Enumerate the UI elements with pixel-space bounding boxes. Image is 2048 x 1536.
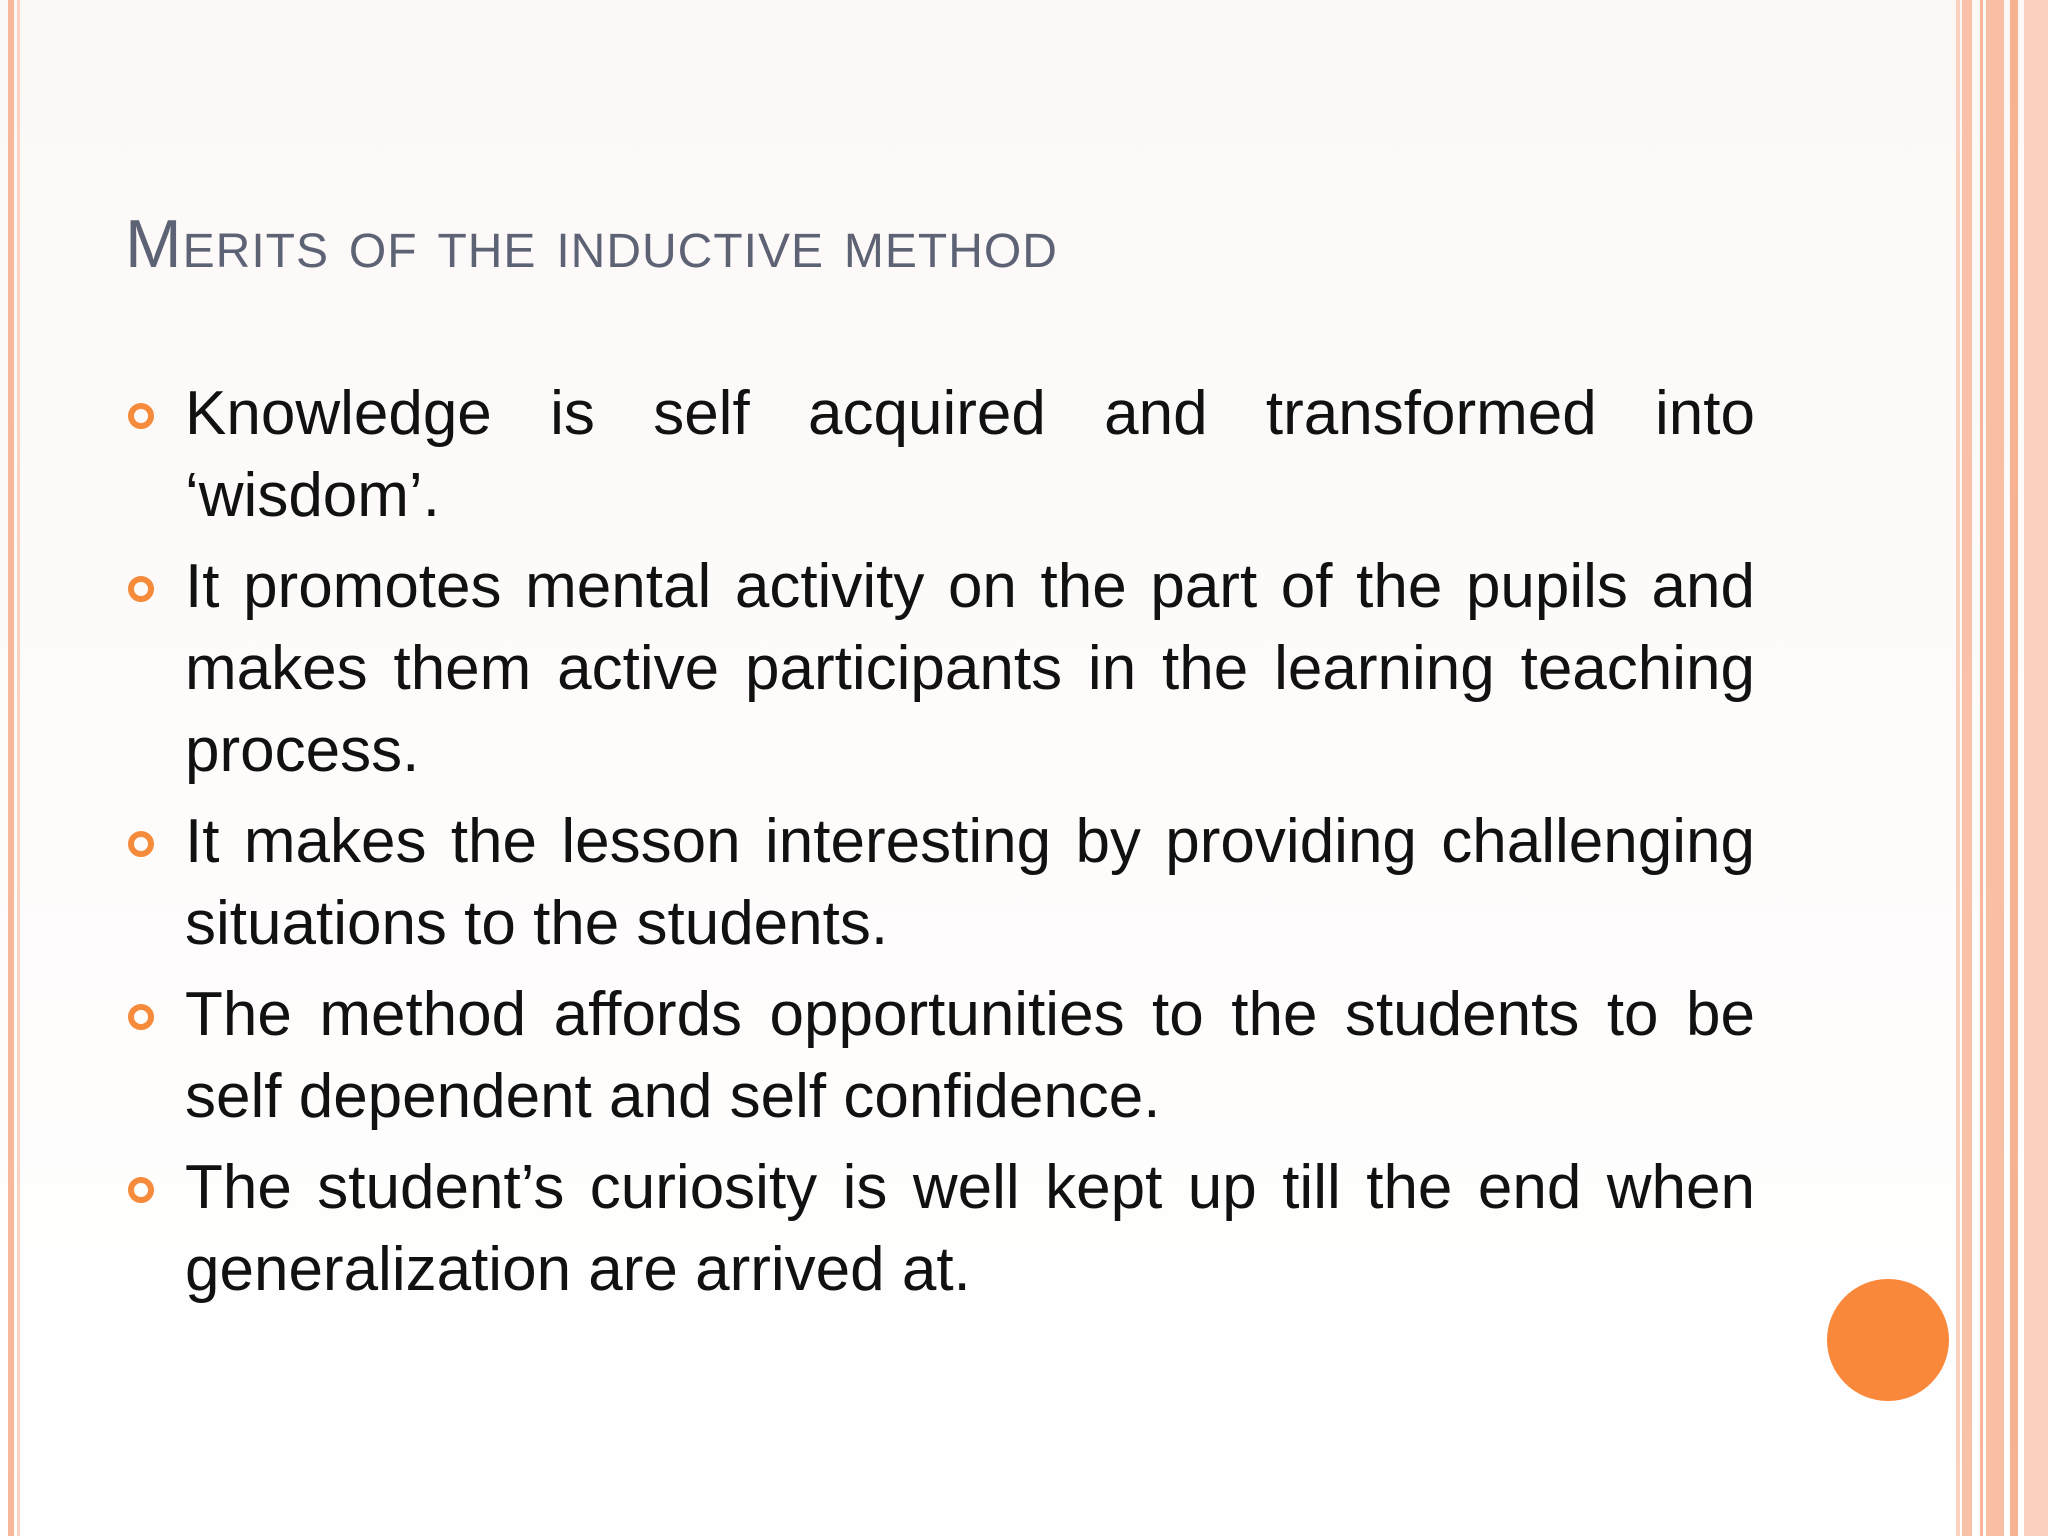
bullet-circle-icon bbox=[128, 1177, 154, 1203]
bullet-text: It makes the lesson interesting by providing challenging situations to the students. bbox=[185, 807, 1755, 958]
list-item bbox=[125, 974, 1755, 1138]
left-border-stripe bbox=[17, 0, 20, 1536]
left-border-stripe bbox=[8, 0, 14, 1536]
list-item bbox=[125, 546, 1755, 792]
bullet-circle-icon bbox=[128, 576, 154, 602]
bullet-text: The student’s curiosity is well kept up till the end when generalization are arrived at. bbox=[185, 1153, 1755, 1304]
bullet-circle-icon bbox=[128, 831, 154, 857]
bullet-list bbox=[125, 373, 1755, 1320]
bullet-text: It promotes mental activity on the part of the pupils and makes them active participants in the learning teaching process. bbox=[185, 552, 1755, 785]
bullet-text: The method affords opportunities to the students to be self dependent and self confidence. bbox=[185, 980, 1755, 1131]
right-border-stripe bbox=[2010, 0, 2018, 1536]
list-item bbox=[125, 1147, 1755, 1311]
right-border-stripe bbox=[2024, 0, 2048, 1536]
list-item bbox=[125, 801, 1755, 965]
bullet-text: Knowledge is self acquired and transformed into ‘wisdom’. bbox=[185, 379, 1755, 530]
bullet-circle-icon bbox=[128, 1004, 154, 1030]
right-border-stripe bbox=[1986, 0, 2004, 1536]
bullet-circle-icon bbox=[128, 403, 154, 429]
right-border-stripe bbox=[1956, 0, 1960, 1536]
list-item bbox=[125, 373, 1755, 537]
orange-circle-decoration bbox=[1827, 1279, 1949, 1401]
right-border-stripe bbox=[1980, 0, 1983, 1536]
slide-title: Merits of the inductive method bbox=[125, 206, 1058, 282]
right-border-stripe bbox=[1962, 0, 1972, 1536]
